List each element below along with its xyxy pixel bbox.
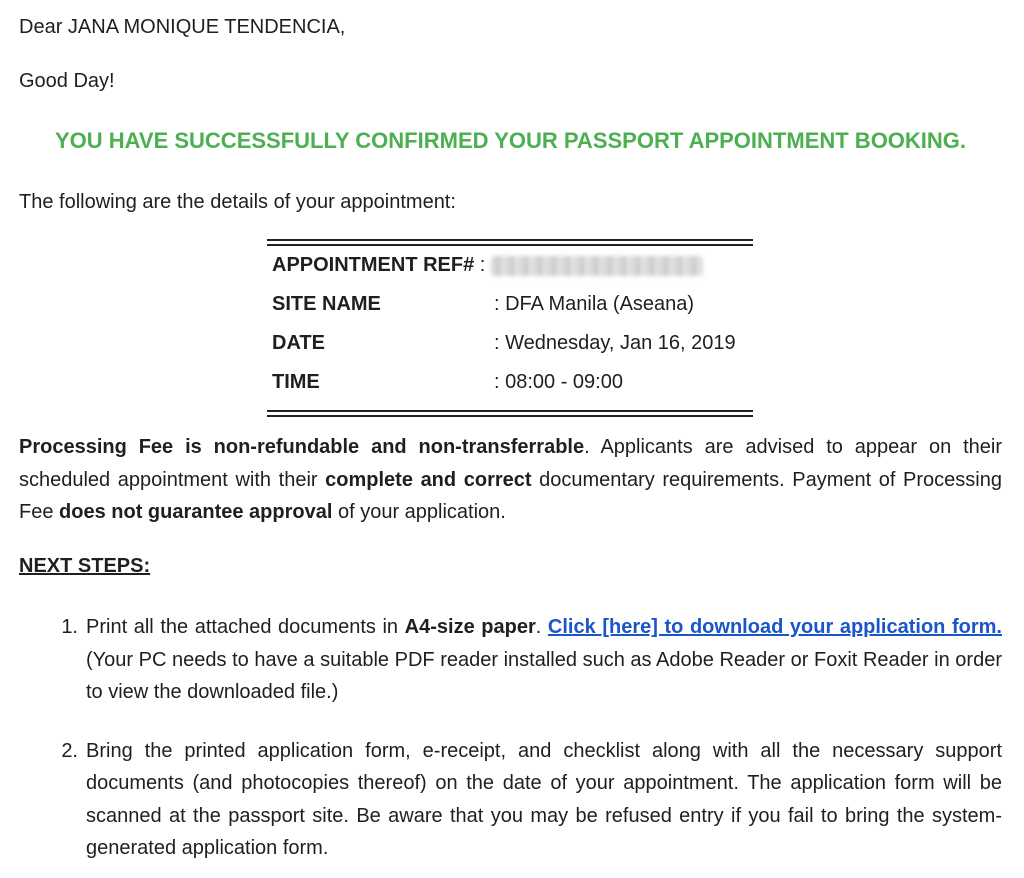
processing-fee-notice xyxy=(19,431,1002,529)
next-steps-heading: NEXT STEPS: xyxy=(19,555,151,577)
date-value: : Wednesday, Jan 16, 2019 xyxy=(494,332,736,354)
bottom-double-rule xyxy=(267,410,753,417)
redacted-reference-number xyxy=(491,256,703,276)
date-row xyxy=(267,324,753,363)
step-item-1 xyxy=(19,611,1002,709)
date-label: DATE xyxy=(272,332,325,354)
good-day-text: Good Day! xyxy=(19,70,115,92)
step-number: 2. xyxy=(61,739,78,762)
appointment-details-table xyxy=(267,239,753,417)
confirmation-headline: YOU HAVE SUCCESSFULLY CONFIRMED YOUR PASSPORT APPOINTMENT BOOKING. xyxy=(54,128,967,153)
ref-row xyxy=(267,246,753,285)
greeting: Dear JANA MONIQUE TENDENCIA, xyxy=(19,16,346,38)
notice-bold-1: Processing Fee is non-refundable and non-transferrable xyxy=(19,436,585,458)
step-item-2 xyxy=(19,735,1002,865)
step-number: 1. xyxy=(61,616,78,638)
time-row xyxy=(267,363,753,402)
notice-text-1: . Applicants are advised to appear on their scheduled appointment with their xyxy=(19,436,1003,491)
site-row xyxy=(267,285,753,324)
step-text: Bring the printed application form, e-receipt, and checklist along with all the necessary support documents (and photocopies thereof) on the date of your appointment. The application form will be scanned at the passport site. Be aware that you may be refused entry if you fail to bring the system-generated application form. xyxy=(86,739,1002,859)
time-label: TIME xyxy=(272,371,320,393)
site-label: SITE NAME xyxy=(272,293,381,315)
details-intro: The following are the details of your appointment: xyxy=(19,191,456,213)
site-value: : DFA Manila (Aseana) xyxy=(494,293,695,315)
notice-text-2: documentary requirements. Payment of Processing Fee xyxy=(19,468,1002,523)
top-double-rule xyxy=(267,239,753,246)
time-value: : 08:00 - 09:00 xyxy=(494,371,623,393)
notice-bold-3: does not guarantee approval xyxy=(59,501,333,523)
next-steps-list xyxy=(19,611,1002,865)
notice-bold-2: complete and correct xyxy=(325,468,532,491)
step-text: Print all the attached documents in A4-size paper. Click [here] to download your application form. (Your PC needs to have a suitable PDF reader installed such as Adobe Reader or Foxit Reader in order to view the downloaded file.) xyxy=(86,616,1002,703)
notice-text-3: of your application. xyxy=(332,501,506,523)
download-application-form-link[interactable]: Click [here] to download your application form. xyxy=(547,616,1002,638)
paper-size-bold: A4-size paper xyxy=(404,616,536,638)
ref-label: APPOINTMENT REF# : xyxy=(272,254,486,276)
